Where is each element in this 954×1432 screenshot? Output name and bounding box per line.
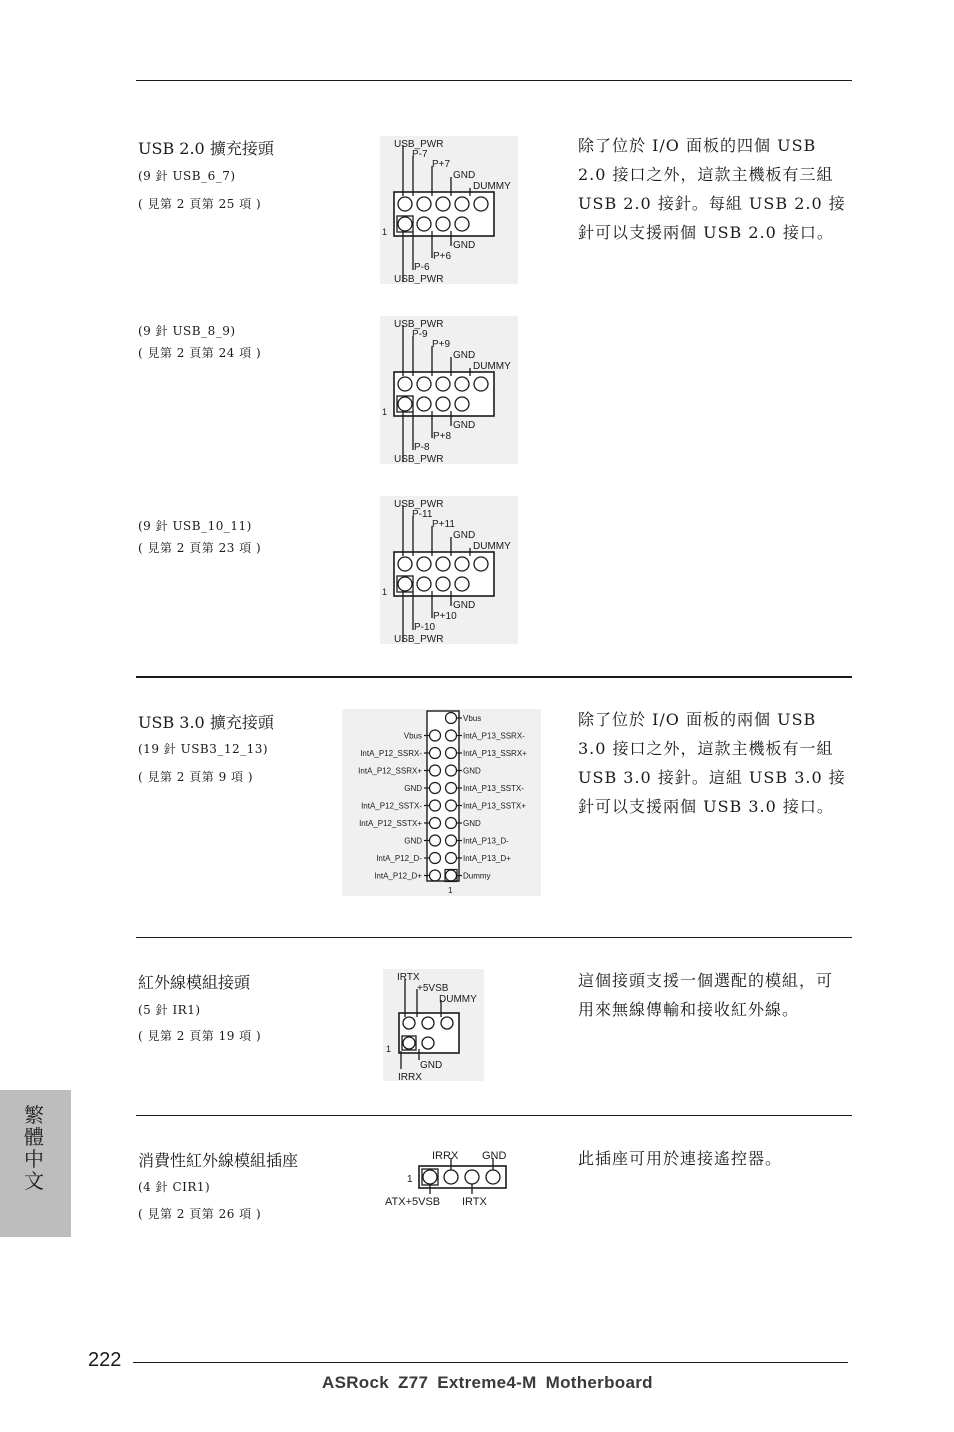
usb2-label-pwr-bot: USB_PWR [394,274,444,284]
usb2-label-gnd-bot: GND [453,240,476,251]
cir-label-atx: ATX+5VSB [385,1196,441,1208]
usb2-label-p-plus-bot: P+6 [433,251,452,262]
usb3-pin1-label: 1 [448,886,453,895]
top-rule [136,80,852,81]
usb2-label-pwr-top: USB_PWR [394,499,444,510]
usb2-label-p-minus: P-11 [412,509,433,520]
usb2-header2-ref: ( 見第 2 頁第 24 項 ) [138,346,262,360]
usb2-label-p-minus-bot: P-8 [414,442,430,453]
cir-description: 此插座可用於連接遙控器。 [578,1149,783,1168]
usb3-pin-label-left: IntA_P12_SSRX- [360,749,422,758]
usb3-pin-label-left: GND [404,836,422,846]
usb2-header3-pins: (9 針 USB_10_11) [138,519,252,533]
usb2-label-p-plus-bot: P+8 [433,431,452,442]
section-divider [136,676,852,678]
usb2-label-gnd-bot: GND [453,420,476,431]
usb2-header1-ref: ( 見第 2 頁第 25 項 ) [138,197,262,211]
usb3-pin-label-right: Dummy [463,871,491,881]
usb2-label-gnd-top: GND [453,530,476,541]
ir-label-dummy: DUMMY [439,994,477,1005]
usb2-header2-pins: (9 針 USB_8_9) [138,324,236,338]
usb3-pin-label-right: IntA_P13_D- [463,836,509,846]
usb3-ref: ( 見第 2 頁第 9 項 ) [138,770,254,784]
usb2-label-p-plus-bot: P+10 [433,611,457,622]
usb3-pin-label-left: IntA_P12_D+ [374,871,422,881]
footer-product-name: ASRock Z77 Extreme4-M Motherboard [322,1373,653,1392]
cir-label-gnd: GND [482,1150,507,1162]
usb2-label-p-minus: P-7 [412,149,428,160]
usb2-label-pwr-top: USB_PWR [394,319,444,330]
usb2-header1-pins: (9 針 USB_6_7) [138,169,236,183]
usb3-pin-label-right: Vbus [463,714,482,723]
usb3-description: 除了位於 I/O 面板的兩個 USB 3.0 接口之外，這款主機板有一組 USB 3.0 接針。這組 USB 3.0 接針可以支援兩個 USB 3.0 接口。 [578,710,846,816]
usb3-pin-label-right: IntA_P13_SSTX- [463,784,524,793]
ir-label-vsb: +5VSB [417,983,449,994]
cir-title: 消費性紅外線模組插座 [138,1151,299,1170]
usb3-pin-label-left: IntA_P12_SSRX+ [358,766,422,776]
usb2-description: 除了位於 I/O 面板的四個 USB 2.0 接口之外，這款主機板有三組 USB 2.0 接針。每組 USB 2.0 接針可以支援兩個 USB 2.0 接口。 [578,136,846,242]
usb3-pin-label-right: IntA_P13_SSRX- [463,731,525,741]
usb3-pin-label-left: IntA_P12_D- [376,854,422,863]
usb2-label-p-minus-bot: P-10 [414,622,436,633]
ir-title: 紅外線模組接頭 [138,973,251,992]
usb2-label-p-minus-bot: P-6 [414,262,430,273]
usb3-pin-label-right: GND [463,819,481,828]
usb2-header2-diagram [380,316,518,464]
cir-label-pin1: 1 [407,1174,413,1185]
section-divider [136,1115,852,1116]
usb2-label-gnd-top: GND [453,350,476,361]
ir-ref: ( 見第 2 頁第 19 項 ) [138,1029,262,1043]
cir-ref: ( 見第 2 頁第 26 項 ) [138,1207,262,1221]
usb3-pin-label-right: IntA_P13_SSTX+ [463,801,526,811]
usb2-header3-ref: ( 見第 2 頁第 23 項 ) [138,541,262,555]
usb2-label-gnd-top: GND [453,170,476,181]
usb3-pin-label-left: Vbus [403,731,422,741]
usb3-pin-label-left: GND [404,784,422,793]
ir-label-pin1: 1 [386,1044,392,1054]
usb3-pin-label-left: IntA_P12_SSTX- [361,801,422,811]
cir-header-diagram [382,1146,514,1210]
usb2-label-p-plus: P+11 [432,519,455,530]
usb2-label-pin1: 1 [382,227,388,237]
ir-header-diagram [383,969,484,1081]
usb2-header3-diagram [380,496,518,644]
usb2-label-pin1: 1 [382,407,388,417]
usb3-pin-label-left: IntA_P12_SSTX+ [359,819,422,828]
usb2-header1-diagram [380,136,518,284]
usb2-label-p-plus: P+9 [432,339,451,350]
usb3-pin-label-right: GND [463,766,481,776]
language-tab [0,1090,71,1237]
usb2-label-p-plus: P+7 [432,159,451,170]
usb2-label-p-minus: P-9 [412,329,428,340]
usb2-label-pwr-bot: USB_PWR [394,634,444,644]
usb2-label-dummy: DUMMY [473,541,511,552]
ir-label-gnd: GND [420,1060,443,1071]
usb2-label-dummy: DUMMY [473,361,511,372]
cir-label-irrx: IRRX [432,1150,459,1162]
ir-label-irrx: IRRX [398,1072,422,1081]
usb3-pins: (19 針 USB3_12_13) [138,742,269,756]
usb2-label-pin1: 1 [382,587,388,597]
usb2-label-pwr-bot: USB_PWR [394,454,444,464]
ir-pins: (5 針 IR1) [138,1003,201,1017]
usb3-pin-label-right: IntA_P13_D+ [463,854,511,863]
cir-pins: (4 針 CIR1) [138,1180,211,1194]
usb3-title: USB 3.0 擴充接頭 [138,713,274,732]
language-tab-label: 繁體中文 [24,1103,44,1193]
usb2-title: USB 2.0 擴充接頭 [138,139,274,158]
ir-label-irtx: IRTX [397,972,420,983]
usb3-pin-label-right: IntA_P13_SSRX+ [463,749,527,758]
footer-rule [133,1362,848,1363]
usb2-label-gnd-bot: GND [453,600,476,611]
usb3-header-diagram [342,709,541,896]
usb2-label-pwr-top: USB_PWR [394,139,444,150]
usb2-label-dummy: DUMMY [473,181,511,192]
page-number: 222 [88,1349,122,1371]
section-divider [136,937,852,938]
ir-description: 這個接頭支援一個選配的模組，可用來無線傳輸和接收紅外線。 [578,971,834,1019]
cir-label-irtx: IRTX [462,1196,487,1208]
